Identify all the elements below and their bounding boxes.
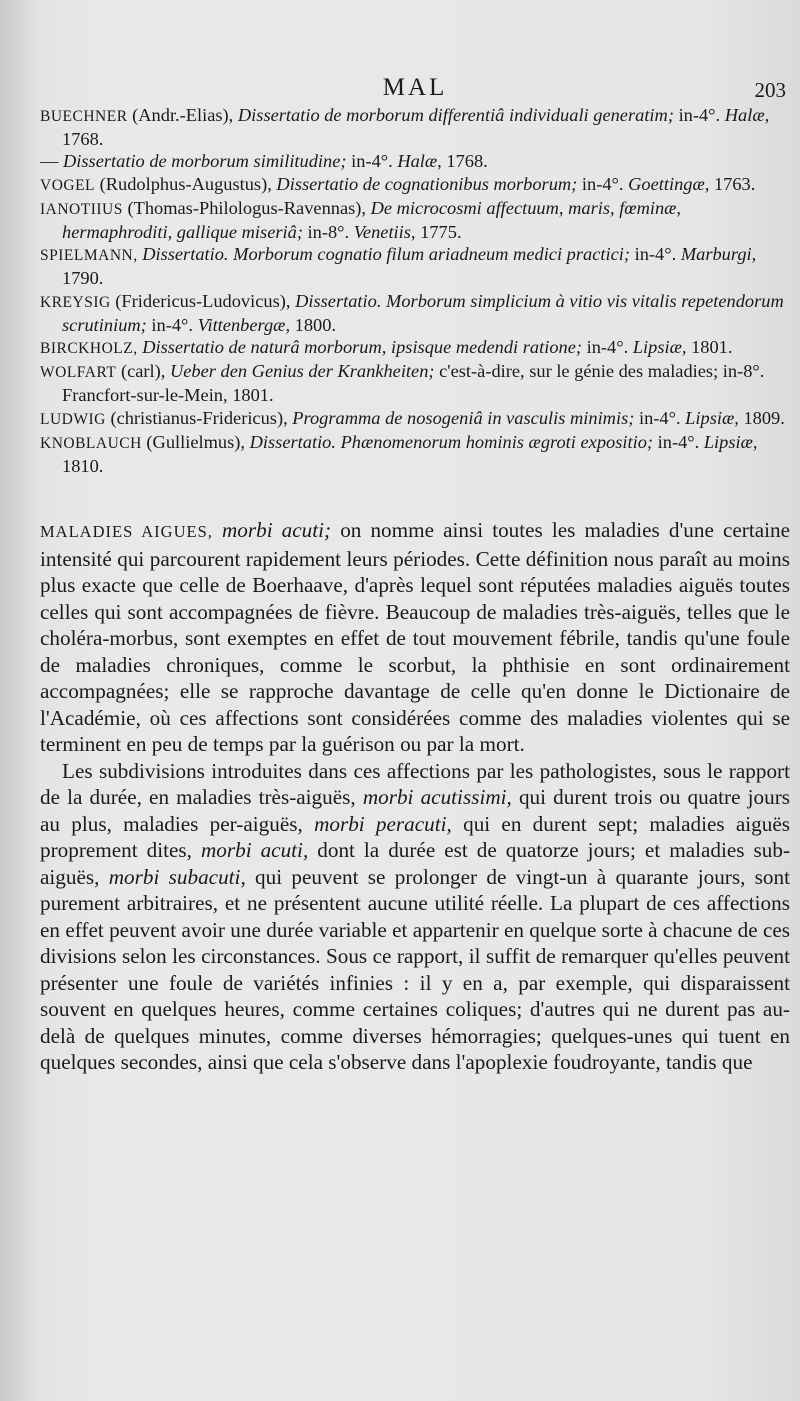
- latin-term: morbi peracuti,: [314, 811, 452, 836]
- paragraph-text: dont la durée est de quatorze jours; et maladies sub-aiguës,: [40, 838, 790, 889]
- entry-place: Lipsiæ,: [685, 407, 739, 428]
- entry-title: Dissertatio. Morborum cognatio filum ariadneum medici practici;: [142, 244, 631, 265]
- entry-given-names: (carl),: [120, 361, 166, 382]
- paragraph-text: qui en durent sept; maladies aiguës proprement dites,: [40, 811, 791, 862]
- entry-given-names: (Fridericus-Ludovicus),: [115, 290, 291, 311]
- entry-year: 1763.: [713, 173, 756, 194]
- entry-title: Dissertatio. Morborum simplicium à vitio vis vitalis repetendorum scrutinium;: [62, 290, 784, 335]
- latin-term: morbi acuti;: [221, 518, 332, 542]
- latin-term: morbi acuti,: [200, 838, 309, 862]
- paragraph: [40, 517, 790, 758]
- bibliography-entry: [40, 290, 792, 336]
- entry-format: in-4°.: [638, 407, 681, 428]
- entry-place: Vittenbergæ,: [197, 314, 291, 335]
- entry-author: VOGEL: [40, 176, 96, 194]
- latin-term: morbi subacuti,: [108, 864, 246, 889]
- bibliography-entry: [40, 173, 792, 197]
- entry-year: 1775.: [420, 222, 462, 243]
- running-title: MAL: [382, 74, 448, 101]
- entry-year: 1809.: [743, 407, 785, 428]
- entry-author: —: [40, 151, 59, 172]
- entry-format: in-4°.: [678, 105, 721, 125]
- entry-format: in-4°.: [581, 173, 624, 194]
- entry-format: in-8°.: [307, 222, 350, 243]
- entry-author: KNOBLAUCH: [40, 434, 142, 452]
- entry-given-names: (Thomas-Philologus-Ravennas),: [127, 197, 366, 218]
- entry-place: Halæ,: [724, 105, 770, 125]
- bibliography-entry: [40, 431, 792, 477]
- entry-format: in-4°.: [351, 151, 393, 172]
- entry-place: Marburgi,: [680, 244, 757, 265]
- entry-author: WOLFART: [40, 364, 117, 382]
- entry-place: Lipsiæ,: [632, 337, 687, 358]
- bibliography-entry: [40, 150, 792, 172]
- entry-year: 1810.: [62, 456, 104, 477]
- paragraph-text: qui peuvent se prolonger de vingt-un à quarante jours, sont purement arbitraires, et ne présentent aucune utilité réelle. La plupart de ces affections en effet peuvent avoir une durée variable et appartenir en quelque sorte à chacune de ces divisions selon les circonstances. Sous ce rapport, il suffit de remarquer qu'elles peuvent présenter une foule de variétés infinies : il y en a, par exemple, qui disparaissent souvent en quelques heures, comme certaines coliques; d'autres qui ne durent pas au-delà de quelques minutes, comme diverses hémorragies; quelques-unes qui tuent en quelques secondes, ainsi que cela s'observe dans l'apoplexie foudroyante, tandis que: [40, 864, 790, 1074]
- entry-given-names: (Gullielmus),: [146, 431, 246, 452]
- entry-title: Dissertatio de naturâ morborum, ipsisque medendi ratione;: [142, 337, 583, 358]
- entry-given-names: (Andr.-Elias),: [132, 105, 234, 125]
- page-number: 203: [754, 78, 786, 102]
- entry-year: 1768.: [62, 129, 104, 150]
- entry-place: Venetiis,: [353, 222, 416, 243]
- entry-given-names: (christianus-Fridericus),: [110, 407, 288, 428]
- entry-format: c'est-à-dire, sur le génie des maladies; in-8°.: [439, 361, 765, 382]
- entry-author: LUDWIG: [40, 410, 106, 428]
- entry-year: 1801.: [691, 337, 733, 358]
- entry-year: 1800.: [294, 314, 337, 335]
- entry-title: Programma de nosogeniâ in vasculis minimis;: [292, 407, 635, 428]
- bibliography-entry: [40, 360, 792, 406]
- latin-term: morbi acutissimi,: [362, 785, 512, 809]
- bibliography-entry: [40, 104, 792, 150]
- entry-given-names: (Rudolphus-Augustus),: [99, 173, 272, 194]
- entry-year: 1801.: [232, 385, 274, 406]
- entry-place: Halæ,: [397, 151, 442, 172]
- entry-format: in-4°.: [634, 244, 677, 265]
- entry-headword: MALADIES AIGUES,: [40, 522, 213, 541]
- bibliography-entry: [40, 243, 792, 289]
- entry-title: Dissertatio de morborum similitudine;: [63, 151, 347, 172]
- bibliography-entry: [40, 407, 792, 431]
- entry-author: BIRCKHOLZ,: [40, 340, 138, 358]
- entry-place: Francfort-sur-le-Mein,: [62, 385, 228, 406]
- entry-format: in-4°.: [151, 314, 193, 335]
- entry-title: Dissertatio. Phænomenorum hominis ægroti expositio;: [249, 431, 654, 452]
- entry-author: KREYSIG: [40, 293, 111, 311]
- page-header: [40, 74, 790, 104]
- entry-author: BUECHNER: [40, 108, 128, 125]
- entry-format: in-4°.: [657, 431, 700, 452]
- entry-title: Ueber den Genius der Krankheiten;: [169, 361, 435, 382]
- bibliography-list: [40, 104, 792, 477]
- bibliography-entry: [40, 336, 792, 360]
- paragraph-text: on nomme ainsi toutes les maladies d'une certaine intensité qui parcourent rapidement leurs périodes. Cette définition nous paraît au moins plus exacte que celle de Boerhaave, d'après lequel sont réputées maladies aiguës toutes celles qui sont accompagnées de fièvre. Beaucoup de maladies très-aiguës, telles que le choléra-morbus, sont exemptes en effet de tout mouvement fébrile, tandis qu'une foule de maladies chroniques, comme le scorbut, la phthisie en sont ordinairement accompagnées; elle se rapproche davantage de celle qu'en donne le Dictionaire de l'Académie, où ces affections sont considérées comme des maladies violentes qui se terminent en peu de temps par la guérison ou par la mort.: [40, 518, 791, 756]
- entry-year: 1790.: [62, 268, 104, 289]
- paragraph-text: Les subdivisions introduites dans ces affections par les pathologistes, sous le rapport de la durée, en maladies très-aiguës,: [40, 758, 790, 809]
- entry-title: Dissertatio de cognationibus morborum;: [276, 173, 578, 194]
- entry-format: in-4°.: [586, 337, 629, 358]
- entry-year: 1768.: [446, 151, 488, 172]
- entry-title: De microcosmi affectuum, maris, fœminæ, hermaphroditi, gallique miseriâ;: [62, 197, 682, 243]
- bibliography-entry: [40, 197, 792, 243]
- paragraph: [40, 758, 790, 1076]
- entry-author: IANOTIIUS: [40, 200, 123, 218]
- article-body: [40, 517, 790, 1076]
- entry-author: SPIELMANN,: [40, 247, 138, 265]
- entry-title: Dissertatio de morborum differentiâ individuali generatim;: [237, 105, 674, 125]
- entry-place: Goettingæ,: [628, 173, 710, 194]
- entry-place: Lipsiæ,: [703, 431, 758, 452]
- paragraph-text: qui durent trois ou quatre jours au plus, maladies per-aiguës,: [40, 785, 790, 836]
